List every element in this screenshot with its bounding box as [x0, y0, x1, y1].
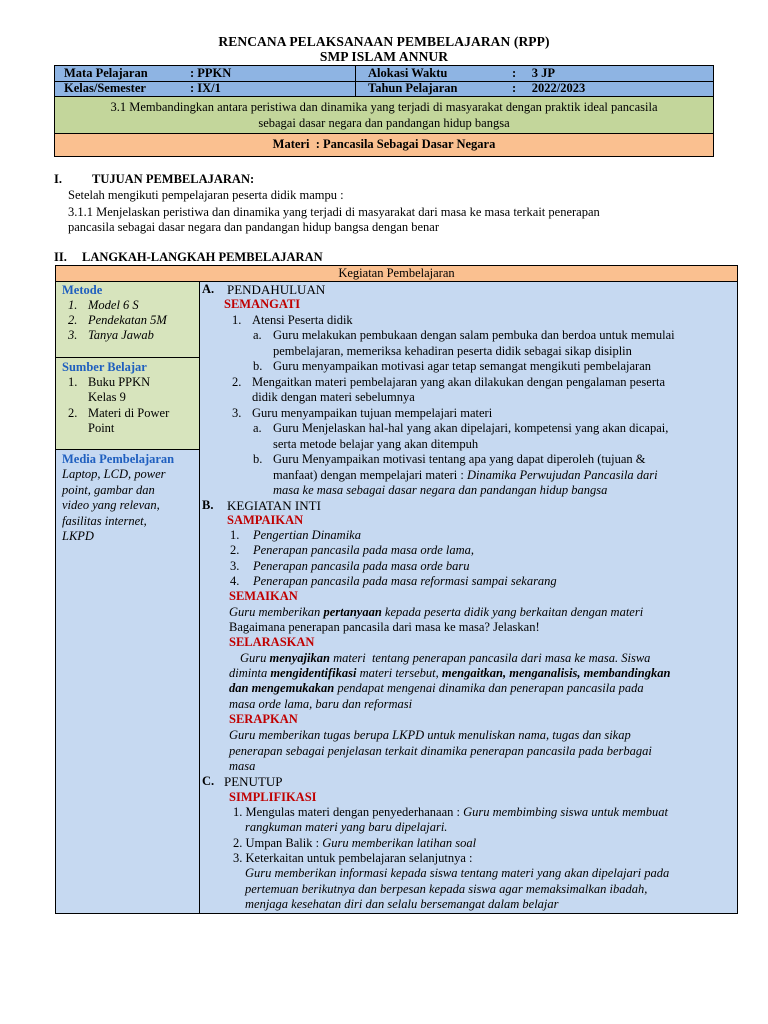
metode-item-3: Tanya Jawab — [88, 328, 154, 342]
section-c-letter: C. — [202, 774, 215, 788]
section-c-title: PENUTUP — [224, 774, 283, 789]
sel-1c: materi tentang penerapan pancasila dari masa ke masa. Siswa — [329, 651, 651, 665]
semaikan-line-2: Bagaimana penerapan pancasila dari masa ke masa? Jelaskan! — [229, 620, 540, 634]
penutup-item-1 — [233, 805, 668, 820]
sumber-num-1: 1. — [68, 375, 78, 389]
inti-item-4: Penerapan pancasila pada masa reformasi sampai sekarang — [253, 574, 557, 588]
media-line-5: LKPD — [62, 529, 94, 543]
section-i-number: I. — [54, 172, 62, 186]
pend-item-3b-1: Guru Menyampaikan motivasi tentang apa yang dapat diperoleh (tujuan & — [273, 452, 646, 466]
metode-item-2: Pendekatan 5M — [88, 313, 167, 327]
selaraskan-line-3 — [229, 681, 644, 696]
sumber-item-2a: Materi di Power — [88, 406, 170, 420]
pend-item-3b-2 — [273, 468, 658, 483]
pend-item-1a-2: pembelajaran, memeriksa kehadiran peserta didik sebagai sikap disiplin — [273, 344, 632, 358]
sel-2b: mengidentifikasi — [270, 666, 357, 680]
penutup-item-3: 3. Keterkaitan untuk pembelajaran selanjutnya : — [233, 851, 473, 865]
subject-label: Mata Pelajaran — [64, 66, 148, 80]
sumber-num-2: 2. — [68, 406, 78, 420]
media-line-3: video yang relevan, — [62, 498, 160, 512]
inti-item-3: Penerapan pancasila pada masa orde baru — [253, 559, 470, 573]
inti-num-3: 3. — [230, 559, 240, 573]
tujuan-intro: Setelah mengikuti pempelajaran peserta didik mampu : — [68, 188, 344, 202]
table-header-label: Kegiatan Pembelajaran — [338, 266, 455, 280]
pend-item-2a: Mengaitkan materi pembelajaran yang akan dilakukan dengan pengalaman peserta — [252, 375, 666, 389]
section-ii-number: II. — [54, 250, 67, 264]
pend-item-3a-2: serta metode belajar yang akan ditempuh — [273, 437, 479, 451]
penutup-1b: Guru membimbing siswa untuk membuat — [463, 805, 668, 819]
pend-letter-3a: a. — [253, 421, 262, 435]
pend-letter-1b: b. — [253, 359, 263, 373]
year-label: Tahun Pelajaran — [368, 81, 458, 95]
section-ii-heading: LANGKAH-LANGKAH PEMBELAJARAN — [82, 250, 323, 264]
semaikan-1b: pertanyaan — [323, 605, 382, 619]
penutup-2a: 2. Umpan Balik : — [233, 836, 323, 850]
inti-num-1: 1. — [230, 528, 240, 542]
selaraskan-line-4: masa orde lama, baru dan reformasi — [229, 697, 413, 711]
section-b-title: KEGIATAN INTI — [227, 498, 321, 513]
penutup-item-3b: pertemuan berikutnya dan berpesan kepada siswa agar memaksimalkan ibadah, — [245, 882, 648, 896]
serapkan-line-1: Guru memberikan tugas berupa LKPD untuk menuliskan nama, tugas dan sikap — [229, 728, 631, 742]
penutup-item-3c: menjaga kesehatan diri dan selalu bersemangat dalam belajar — [245, 897, 559, 911]
tujuan-line-1: 3.1.1 Menjelaskan peristiwa dan dinamika yang terjadi di masyarakat dari masa ke masa terkait penerapan — [68, 205, 600, 219]
serapkan-line-2: penerapan sebagai penjelasan terkait dinamika penerapan pancasila pada berbagai — [229, 744, 652, 758]
sumber-item-1a: Buku PPKN — [88, 375, 151, 389]
sumber-item-2b: Point — [88, 421, 115, 435]
year-value: : 2022/2023 — [512, 81, 586, 95]
semaikan-line-1 — [229, 605, 643, 620]
selaraskan-line-1 — [240, 651, 650, 666]
sel-2a: diminta — [229, 666, 271, 680]
penutup-item-2 — [233, 836, 476, 851]
semaikan-1c: kepada peserta didik yang berkaitan dengan materi — [381, 605, 644, 619]
sel-2c: materi tersebut, — [356, 666, 442, 680]
sampaikan-label: SAMPAIKAN — [227, 513, 304, 527]
pend-num-2: 2. — [232, 375, 242, 389]
inti-num-2: 2. — [230, 543, 240, 557]
pend-item-3b-2-italic: Dinamika Perwujudan Pancasila dari — [467, 468, 658, 482]
pend-letter-3b: b. — [253, 452, 263, 466]
section-b-letter: B. — [202, 498, 214, 512]
pend-num-3: 3. — [232, 406, 242, 420]
penutup-item-3a: Guru memberikan informasi kepada siswa tentang materi yang akan dipelajari pada — [245, 866, 670, 880]
metode-num-2: 2. — [68, 313, 78, 327]
serapkan-label: SERAPKAN — [229, 712, 298, 726]
pend-item-3: Guru menyampaikan tujuan mempelajari materi — [252, 406, 493, 420]
penutup-item-1c: rangkuman materi yang baru dipelajari. — [245, 820, 448, 834]
semaikan-1a: Guru memberikan — [229, 605, 324, 619]
section-a-title: PENDAHULUAN — [227, 282, 326, 297]
sumber-title: Sumber Belajar — [62, 360, 147, 374]
inti-num-4: 4. — [230, 574, 240, 588]
pend-item-1: Atensi Peserta didik — [252, 313, 353, 327]
kd-line-2: sebagai dasar negara dan pandangan hidup bangsa — [258, 116, 510, 130]
kd-line-1: 3.1 Membandingkan antara peristiwa dan dinamika yang terjadi di masyarakat dengan praktik ideal pancasila — [110, 100, 658, 114]
semangati-label: SEMANGATI — [224, 297, 301, 311]
pend-item-3b-2-text: manfaat) dengan mempelajari materi : — [273, 468, 468, 482]
class-label: Kelas/Semester — [64, 81, 146, 95]
materi-title: Materi : Pancasila Sebagai Dasar Negara — [272, 137, 496, 151]
media-title: Media Pembelajaran — [62, 452, 175, 466]
metode-item-1: Model 6 S — [88, 298, 139, 312]
media-line-1: Laptop, LCD, power — [62, 467, 166, 481]
inti-item-2: Penerapan pancasila pada masa orde lama, — [253, 543, 475, 557]
metode-title: Metode — [62, 283, 103, 297]
section-a-letter: A. — [202, 282, 215, 296]
class-value: : IX/1 — [190, 81, 221, 95]
pend-letter-1a: a. — [253, 328, 262, 342]
selaraskan-label: SELARASKAN — [229, 635, 315, 649]
media-line-2: point, gambar dan — [62, 483, 155, 497]
pend-item-1b: Guru menyampaikan motivasi agar tetap semangat mengikuti pembelajaran — [273, 359, 651, 373]
pend-item-2b: didik dengan materi sebelumnya — [252, 390, 415, 404]
media-line-4: fasilitas internet, — [62, 514, 147, 528]
sel-3a: dan mengemukakan — [229, 681, 335, 695]
subject-value: : PPKN — [190, 66, 232, 80]
section-i-heading: TUJUAN PEMBELAJARAN: — [92, 172, 255, 186]
sel-1a: Guru — [240, 651, 270, 665]
selaraskan-line-2 — [229, 666, 670, 681]
serapkan-line-3: masa — [229, 759, 256, 773]
metode-num-1: 1. — [68, 298, 78, 312]
semaikan-label: SEMAIKAN — [229, 589, 298, 603]
sumber-item-1b: Kelas 9 — [88, 390, 126, 404]
document-title: RENCANA PELAKSANAAN PEMBELAJARAN (RPP) — [218, 34, 550, 49]
time-value: : 3 JP — [512, 66, 556, 80]
metode-num-3: 3. — [68, 328, 78, 342]
tujuan-line-2: pancasila sebagai dasar negara dan pandangan hidup bangsa dengan benar — [68, 220, 440, 234]
penutup-2b: Guru memberikan latihan soal — [322, 836, 477, 850]
inti-item-1: Pengertian Dinamika — [253, 528, 361, 542]
penutup-1a: 1. Mengulas materi dengan penyederhanaan : — [233, 805, 464, 819]
school-name: SMP ISLAM ANNUR — [319, 49, 449, 64]
pend-num-1: 1. — [232, 313, 242, 327]
pend-item-3a-1: Guru Menjelaskan hal-hal yang akan dipelajari, kompetensi yang akan dicapai, — [273, 421, 669, 435]
sel-3b: pendapat mengenai dinamika dan penerapan pancasila pada — [334, 681, 644, 695]
simplifikasi-label: SIMPLIFIKASI — [229, 790, 317, 804]
pend-item-1a-1: Guru melakukan pembukaan dengan salam pembuka dan berdoa untuk memulai — [273, 328, 675, 342]
pend-item-3b-3: masa ke masa sebagai dasar negara dan pandangan hidup bangsa — [273, 483, 608, 497]
sel-2d: mengaitkan, menganalisis, membandingkan — [441, 666, 671, 680]
time-label: Alokasi Waktu — [368, 66, 448, 80]
sel-1b: menyajikan — [269, 651, 330, 665]
